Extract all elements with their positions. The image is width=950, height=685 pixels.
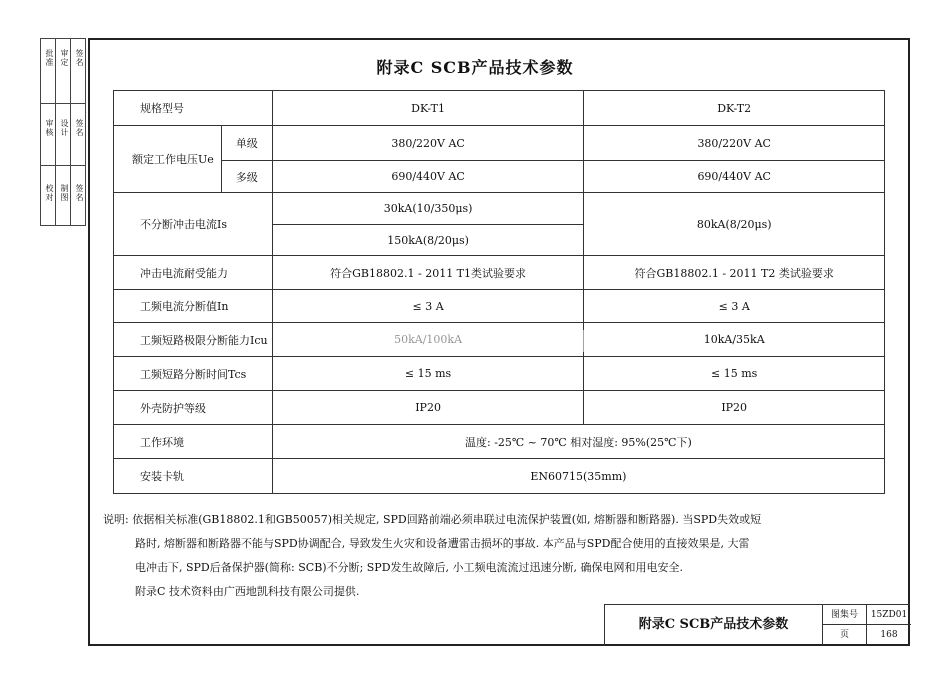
atlas-label: 图集号 [823,605,867,625]
table-row [114,161,885,193]
environment-label: 工作环境 [114,425,273,459]
stamp-sign-1: 签名 [75,49,84,67]
voltage-single-t2: 380/220V AC [584,126,885,161]
page-label: 页 [823,625,867,645]
table-row [114,357,885,391]
voltage-single-t1: 380/220V AC [272,126,584,161]
page-number: 168 [880,630,898,640]
environment-value: 温度: -25℃ ~ 70℃ 相对湿度: 95%(25℃下) [272,425,884,459]
note-line-4: 附录C 技术资料由广西地凯科技有限公司提供. [135,585,360,598]
short-time-label: 工频短路分断时间Tcs [114,357,273,391]
spec-table [113,90,885,494]
table-row [114,459,885,494]
stamp-examine: 审定 [60,49,69,67]
pf-break-label: 工频电流分断值In [114,290,273,323]
atlas-number: 15ZD01 [867,605,911,625]
voltage-multi-t1: 690/440V AC [272,161,584,193]
short-limit-t2: 10kA/35kA [584,323,885,357]
voltage-single: 单级 [221,126,272,161]
stamp-approve: 批准 [45,49,54,67]
surge-nobreak-t2: 80kA(8/20μs) [584,193,885,256]
stamp-check: 校对 [45,184,54,202]
stamp-sign-3: 签名 [75,184,84,202]
stamp-draw: 制图 [60,184,69,202]
title-block-name: 附录C SCB产品技术参数 [605,605,823,645]
watermark-overlay [300,330,660,352]
notes [103,508,761,604]
note-line-3: 电冲击下, SPD后备保护器(简称: SCB)不分断; SPD发生故障后, 小工频电流流过迅速分断, 确保电网和用电安全. [135,561,684,574]
voltage-label: 额定工作电压Ue [114,126,222,193]
table-row [114,391,885,425]
note-line-1: 说明: 依据相关标准(GB18802.1和GB50057)相关规定, SPD回路前端必须串联过电流保护装置(如, 熔断器和断路器). 当SPD失效或短 [103,513,762,526]
short-time-t1: ≤ 15 ms [272,357,584,391]
header-t1: DK-T1 [272,91,584,126]
surge-nobreak-t1-b: 150kA(8/20μs) [272,225,584,256]
table-row [114,290,885,323]
table-row [114,425,885,459]
stamp-design: 设计 [60,119,69,137]
pf-break-t1: ≤ 3 A [272,290,584,323]
table-row [114,91,885,126]
table-row [114,193,885,225]
voltage-multi: 多级 [221,161,272,193]
protection-t1: IP20 [272,391,584,425]
rail-value: EN60715(35mm) [272,459,884,494]
stamp-sign-2: 签名 [75,119,84,137]
pf-break-t2: ≤ 3 A [584,290,885,323]
title-block [604,604,910,646]
table-row [114,126,885,161]
note-line-2: 路时, 熔断器和断路器不能与SPD协调配合, 导致发生火灾和设备遭雷击损坏的事故. 本产品与SPD配合使用的直接效果是, 大雷 [135,537,750,550]
stamp-review: 审核 [45,119,54,137]
page-title: 附录C SCB产品技术参数 [376,58,574,77]
surge-nobreak-label: 不分断冲击电流Is [114,193,273,256]
short-limit-label: 工频短路极限分断能力Icu [114,323,273,357]
voltage-multi-t2: 690/440V AC [584,161,885,193]
surge-withstand-t2: 符合GB18802.1 - 2011 T2 类试验要求 [584,256,885,290]
surge-withstand-t1: 符合GB18802.1 - 2011 T1类试验要求 [272,256,584,290]
protection-t2: IP20 [584,391,885,425]
header-t2: DK-T2 [584,91,885,126]
table-row [114,256,885,290]
header-label: 规格型号 [114,91,273,126]
surge-nobreak-t1-a: 30kA(10/350μs) [272,193,584,225]
surge-withstand-label: 冲击电流耐受能力 [114,256,273,290]
rail-label: 安装卡轨 [114,459,273,494]
protection-label: 外壳防护等级 [114,391,273,425]
short-time-t2: ≤ 15 ms [584,357,885,391]
